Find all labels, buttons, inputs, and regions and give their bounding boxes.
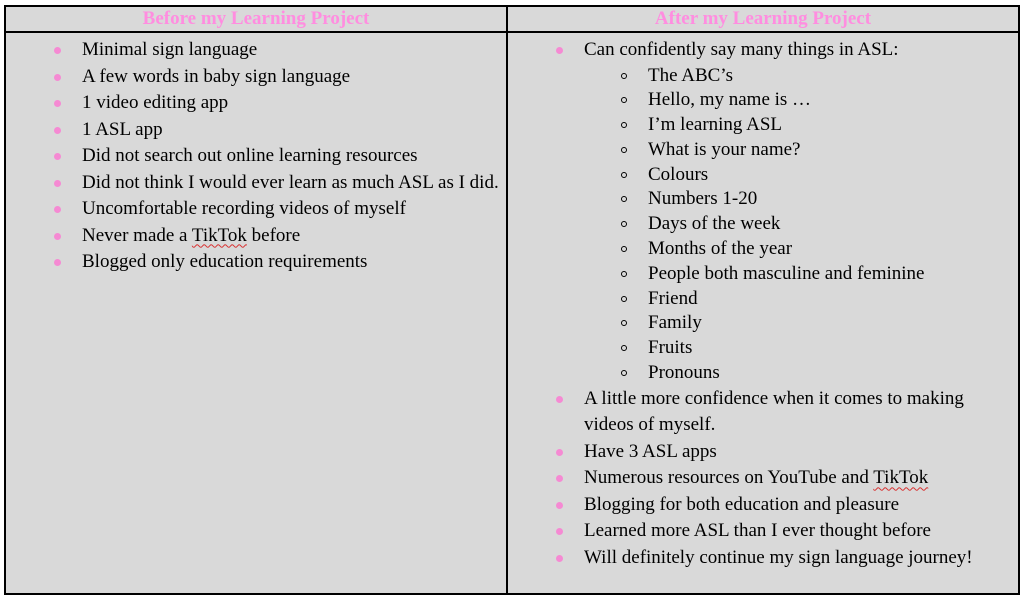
sub-list-item: Hello, my name is …: [584, 88, 1018, 113]
list-item: 1 video editing app: [6, 90, 506, 117]
list-item: Learned more ASL than I ever thought before: [508, 518, 1018, 545]
after-column-title: After my Learning Project: [654, 8, 872, 29]
list-item: [508, 37, 1018, 386]
list-item: A little more confidence when it comes to making videos of myself.: [508, 386, 1018, 439]
sub-list-item: Colours: [584, 163, 1018, 188]
sub-list-item: Numbers 1-20: [584, 187, 1018, 212]
comparison-table: [4, 5, 1020, 595]
list-item: Blogging for both education and pleasure: [508, 492, 1018, 519]
list-item: Have 3 ASL apps: [508, 439, 1018, 466]
sub-list-item: I’m learning ASL: [584, 113, 1018, 138]
list-item: [508, 465, 1018, 492]
spellcheck-word: TikTok: [873, 467, 929, 489]
spellcheck-word: TikTok: [191, 224, 247, 246]
after-column: [508, 37, 1018, 571]
asl-topics-list: [584, 64, 1018, 386]
sub-list-item: Days of the week: [584, 212, 1018, 237]
list-item: Did not think I would ever learn as much ASL as I did.: [6, 170, 506, 197]
list-item: Uncomfortable recording videos of myself: [6, 196, 506, 223]
list-item-text: Never made a: [82, 224, 192, 246]
sub-list-item: Family: [584, 311, 1018, 336]
list-item: [6, 223, 506, 250]
sub-list-item: Months of the year: [584, 237, 1018, 262]
list-item-text: Numerous resources on YouTube and: [584, 467, 874, 489]
list-item: Did not search out online learning resources: [6, 143, 506, 170]
before-column: [6, 37, 506, 276]
sub-list-item: What is your name?: [584, 138, 1018, 163]
sub-list-item: The ABC’s: [584, 64, 1018, 89]
list-item: 1 ASL app: [6, 117, 506, 144]
list-item: Blogged only education requirements: [6, 249, 506, 276]
sub-list-item: Fruits: [584, 336, 1018, 361]
list-item-text: before: [246, 224, 301, 246]
sub-list-item: Pronouns: [584, 361, 1018, 386]
sub-list-item: People both masculine and feminine: [584, 262, 1018, 287]
sub-list-item: Friend: [584, 287, 1018, 312]
asl-intro: Can confidently say many things in ASL:: [584, 39, 899, 60]
list-item: A few words in baby sign language: [6, 64, 506, 91]
before-column-title: Before my Learning Project: [142, 8, 370, 29]
list-item: Minimal sign language: [6, 37, 506, 64]
list-item: Will definitely continue my sign language journey!: [508, 545, 1018, 572]
table-header-row: [6, 7, 1018, 33]
